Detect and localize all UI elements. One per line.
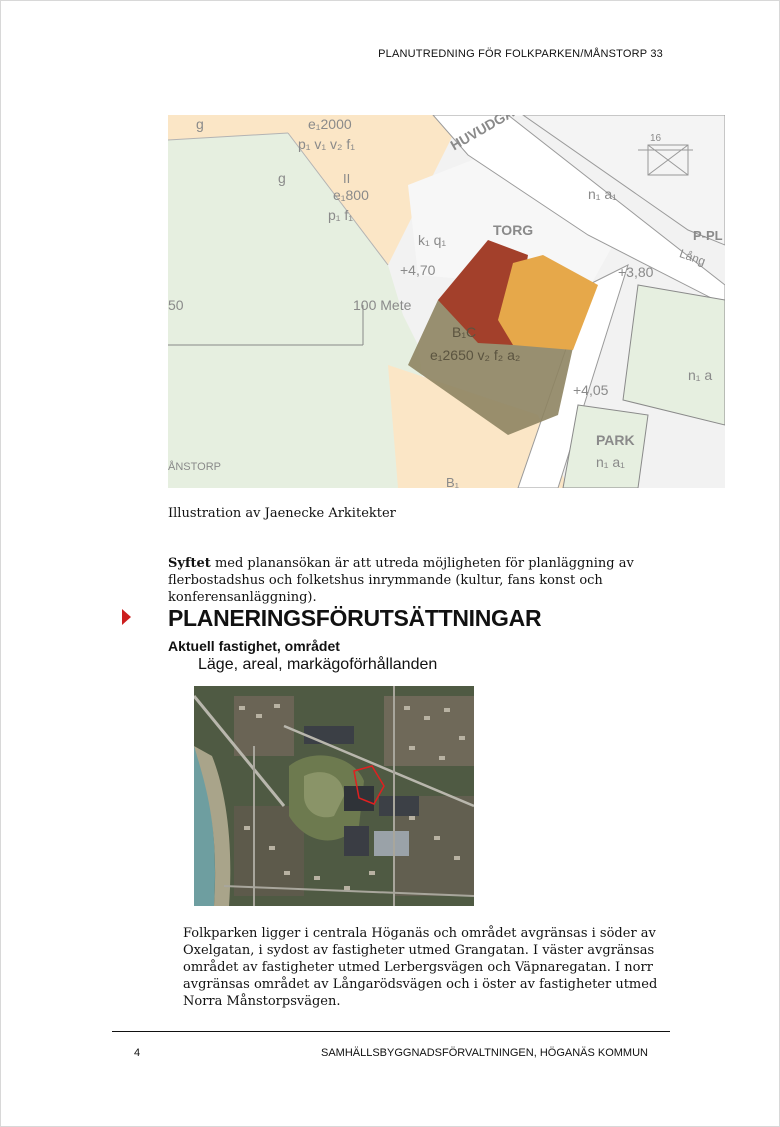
svg-text:+3,80: +3,80	[618, 264, 654, 280]
svg-text:e₁2650 v₂ f₂ a₂: e₁2650 v₂ f₂ a₂	[430, 347, 521, 363]
purpose-paragraph	[168, 555, 688, 606]
section-title: PLANERINGSFÖRUTSÄTTNINGAR	[168, 605, 542, 631]
section-subsubtitle: Läge, areal, markägoförhållanden	[198, 656, 438, 673]
svg-text:n₁ a₁: n₁ a₁	[596, 454, 625, 470]
svg-text:k₁ q₁: k₁ q₁	[418, 232, 447, 248]
svg-text:B₁: B₁	[446, 475, 460, 488]
body-paragraph: Folkparken ligger i centrala Höganäs och området avgränsas i söder av Oxelgatan, i sydost av fastigheter utmed Grangatan. I väster avgränsas området av fastigheter utmed Lerbergsvägen och Väpnaregatan. I norr avgränsas området av Långarödsvägen och i öster av fastigheter utmed Norra Månstorpsvägen.	[183, 926, 658, 1009]
svg-text:g: g	[278, 170, 286, 186]
svg-text:g: g	[196, 116, 204, 132]
svg-text:PARK: PARK	[596, 432, 635, 448]
svg-text:+4,05: +4,05	[573, 382, 609, 398]
svg-text:e₁800: e₁800	[333, 187, 369, 203]
page-number: 4	[134, 1047, 141, 1059]
svg-text:p₁ v₁ v₂ f₁: p₁ v₁ v₂ f₁	[298, 136, 355, 152]
svg-text:100 Mete: 100 Mete	[353, 297, 412, 313]
svg-text:16: 16	[650, 133, 662, 144]
svg-text:ÅNSTORP: ÅNSTORP	[168, 461, 221, 473]
purpose-lead: Syftet	[168, 556, 211, 571]
svg-text:B₁C: B₁C	[452, 324, 477, 340]
footer-organization: SAMHÄLLSBYGGNADSFÖRVALTNINGEN, HÖGANÄS KOMMUN	[320, 1047, 648, 1059]
svg-text:P-PL: P-PL	[693, 228, 723, 243]
svg-text:n₁ a₁: n₁ a₁	[588, 186, 617, 202]
svg-text:+4,70: +4,70	[400, 262, 436, 278]
svg-text:n₁ a: n₁ a	[688, 367, 713, 383]
footer-divider	[112, 1031, 670, 1032]
purpose-text: med planansökan är att utreda möjligheten för planläggning av flerbostadshus och folketshus inrymmande (kultur, fans konst och konferensanläggning).	[168, 556, 634, 605]
svg-text:50: 50	[168, 297, 184, 313]
aerial-photo	[194, 686, 474, 906]
svg-text:e₁2000: e₁2000	[308, 116, 352, 132]
map-caption: Illustration av Jaenecke Arkitekter	[168, 506, 396, 521]
svg-text:TORG: TORG	[493, 222, 534, 238]
section-subtitle: Aktuell fastighet, området	[168, 638, 340, 654]
running-header: PLANUTREDNING FÖR FOLKPARKEN/MÅNSTORP 33	[378, 48, 663, 60]
svg-text:Lång: Lång	[677, 246, 708, 269]
section-arrow-icon	[122, 609, 131, 625]
plan-map-illustration	[168, 115, 725, 488]
svg-text:II: II	[343, 171, 351, 186]
svg-text:p₁ f₁: p₁ f₁	[328, 207, 354, 223]
